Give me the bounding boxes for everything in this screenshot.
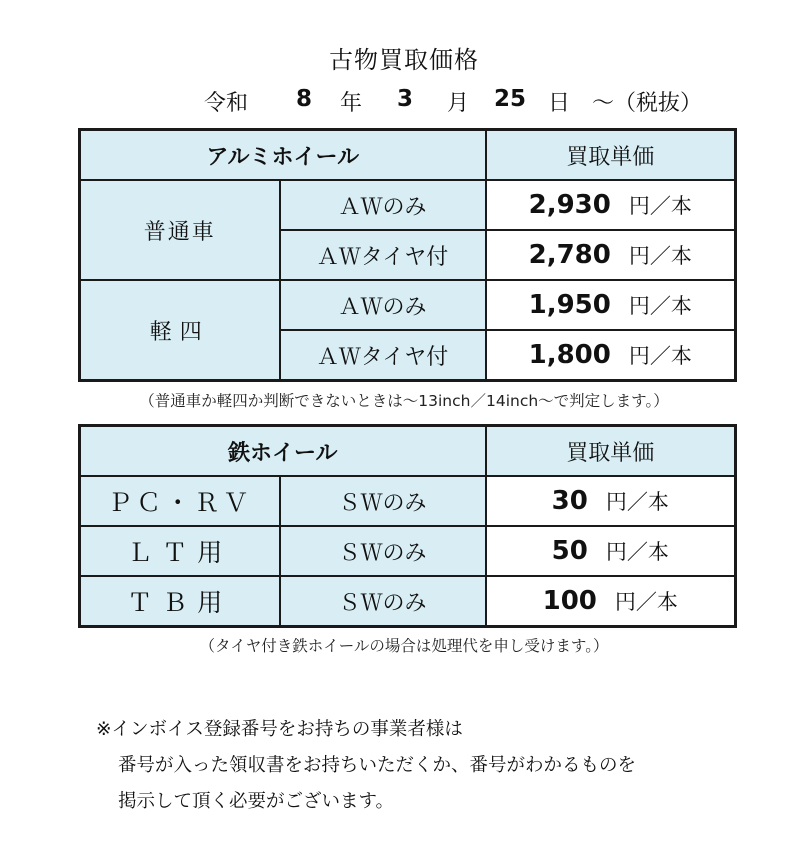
price-cell xyxy=(486,230,736,280)
price-cell xyxy=(486,280,736,330)
category-futsusha: 普通車 xyxy=(80,180,280,280)
aluminum-wheel-table xyxy=(78,128,737,382)
wheel-type: ＡＷのみ xyxy=(280,180,486,230)
price-unit: 円／本 xyxy=(628,244,692,268)
date-month-unit: 月 xyxy=(447,91,470,116)
table-row xyxy=(80,280,736,330)
steel-wheel-table xyxy=(78,424,737,628)
price-cell xyxy=(486,180,736,230)
table-header-row xyxy=(80,130,736,181)
table-row xyxy=(80,180,736,230)
date-month: 3 xyxy=(397,86,414,112)
aluminum-header-price: 買取単価 xyxy=(486,130,736,181)
steel-header-price: 買取単価 xyxy=(486,426,736,477)
steel-category: ＬＴ用 xyxy=(80,526,280,576)
price-cell xyxy=(486,526,736,576)
steel-category: ＴＢ用 xyxy=(80,576,280,627)
aluminum-note: （普通車か軽四か判断できないときは～13inch／14inch～で判定します。） xyxy=(139,392,669,410)
wheel-type: ＳＷのみ xyxy=(280,526,486,576)
wheel-type: ＡＷタイヤ付 xyxy=(280,330,486,381)
price-unit: 円／本 xyxy=(628,344,692,368)
price-amount: 1,800 xyxy=(528,340,611,370)
price-cell xyxy=(486,576,736,627)
price-unit: 円／本 xyxy=(628,294,692,318)
table-row xyxy=(80,476,736,526)
price-cell xyxy=(486,476,736,526)
table-header-row xyxy=(80,426,736,477)
table-row xyxy=(80,526,736,576)
date-tax-note: ～（税抜） xyxy=(592,91,703,116)
price-unit: 円／本 xyxy=(605,540,669,564)
wheel-type: ＡＷタイヤ付 xyxy=(280,230,486,280)
price-amount: 100 xyxy=(542,586,597,616)
price-amount: 1,950 xyxy=(528,290,611,320)
price-unit: 円／本 xyxy=(605,490,669,514)
effective-date xyxy=(0,86,808,122)
table-row xyxy=(80,576,736,627)
date-year: 8 xyxy=(296,86,313,112)
price-cell xyxy=(486,330,736,381)
price-amount: 30 xyxy=(551,486,588,516)
steel-note: （タイヤ付き鉄ホイールの場合は処理代を申し受けます。） xyxy=(199,637,609,655)
price-unit: 円／本 xyxy=(614,590,678,614)
price-unit: 円／本 xyxy=(628,194,692,218)
price-amount: 2,930 xyxy=(528,190,611,220)
invoice-line: 番号が入った領収書をお持ちいただくか、番号がわかるものを xyxy=(118,755,637,776)
date-day-unit: 日 xyxy=(548,91,571,116)
wheel-type: ＳＷのみ xyxy=(280,476,486,526)
date-day: 25 xyxy=(494,86,527,112)
category-keiyon: 軽四 xyxy=(80,280,280,381)
invoice-line: 掲示して頂く必要がございます。 xyxy=(118,791,395,812)
wheel-type: ＳＷのみ xyxy=(280,576,486,627)
steel-category: ＰＣ・ＲＶ xyxy=(80,476,280,526)
steel-header-label: 鉄ホイール xyxy=(80,426,486,477)
price-amount: 2,780 xyxy=(528,240,611,270)
aluminum-header-label: アルミホイール xyxy=(80,130,486,181)
invoice-line: ※インボイス登録番号をお持ちの事業者様は xyxy=(96,719,463,740)
price-amount: 50 xyxy=(551,536,588,566)
wheel-type: ＡＷのみ xyxy=(280,280,486,330)
invoice-notice xyxy=(96,712,636,820)
date-year-unit: 年 xyxy=(340,91,363,116)
page-title: 古物買取価格 xyxy=(329,46,479,74)
date-era: 令和 xyxy=(204,91,249,116)
